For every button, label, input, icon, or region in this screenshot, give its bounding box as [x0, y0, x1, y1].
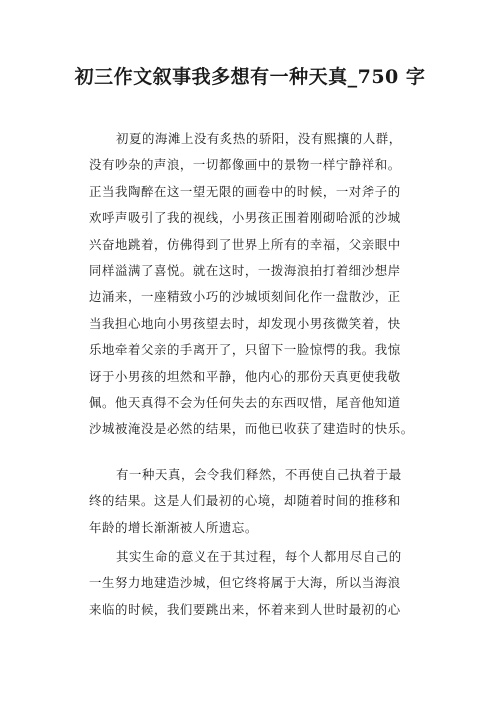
paragraph-line: 终的结果。这是人们最初的心境，却随着时间的推移和: [89, 493, 401, 509]
paragraph-line: 兴奋地跳着，仿佛得到了世界上所有的幸福，父亲眼中: [89, 236, 401, 252]
paragraph-line: 有一种天真，会令我们释然，不再使自己执着于最: [116, 467, 402, 482]
paragraph-line: 年龄的增长渐渐被人所遗忘。: [89, 519, 258, 535]
paragraph-line: 没有吵杂的声浪，一切都像画中的景物一样宁静祥和。: [89, 157, 401, 173]
paragraph-line: 沙城被淹没是必然的结果，而他已收获了建造时的快乐。: [89, 421, 414, 437]
paragraph-2: [89, 462, 419, 541]
paragraph-3: [89, 544, 419, 623]
paragraph-line: 来临的时候，我们要跳出来，怀着来到人世时最初的心: [89, 601, 401, 617]
paragraph-line: 讶于小男孩的坦然和平静，他内心的那份天真更使我敬: [89, 368, 401, 384]
paragraph-line: 佩。他天真得不会为任何失去的东西叹惜，尾音他知道: [89, 394, 401, 410]
paragraph-line: 边涌来，一座精致小巧的沙城顷刻间化作一盘散沙，正: [89, 289, 401, 305]
paragraph-line: 其实生命的意义在于其过程，每个人都用尽自己的: [116, 549, 402, 564]
paragraph-line: 正当我陶醉在这一望无限的画卷中的时候，一对斧子的: [89, 183, 401, 199]
paragraph-line: 当我担心地向小男孩望去时，却发现小男孩微笑着，快: [89, 315, 401, 331]
paragraph-line: 乐地牵着父亲的手离开了，只留下一脸惊愕的我。我惊: [89, 342, 401, 358]
document-title: 初三作文叙事我多想有一种天真_750 字: [74, 66, 426, 88]
paragraph-line: 同样溢满了喜悦。就在这时，一拨海浪拍打着细沙想岸: [89, 262, 401, 278]
paragraph-line: 初夏的海滩上没有炙热的骄阳，没有熙攘的人群，: [116, 131, 402, 146]
paragraph-line: 一生努力地建造沙城，但它终将属于大海，所以当海浪: [89, 575, 401, 591]
paragraph-1: [89, 126, 419, 443]
paragraph-line: 欢呼声吸引了我的视线，小男孩正围着刚砌哈派的沙城: [89, 210, 401, 226]
